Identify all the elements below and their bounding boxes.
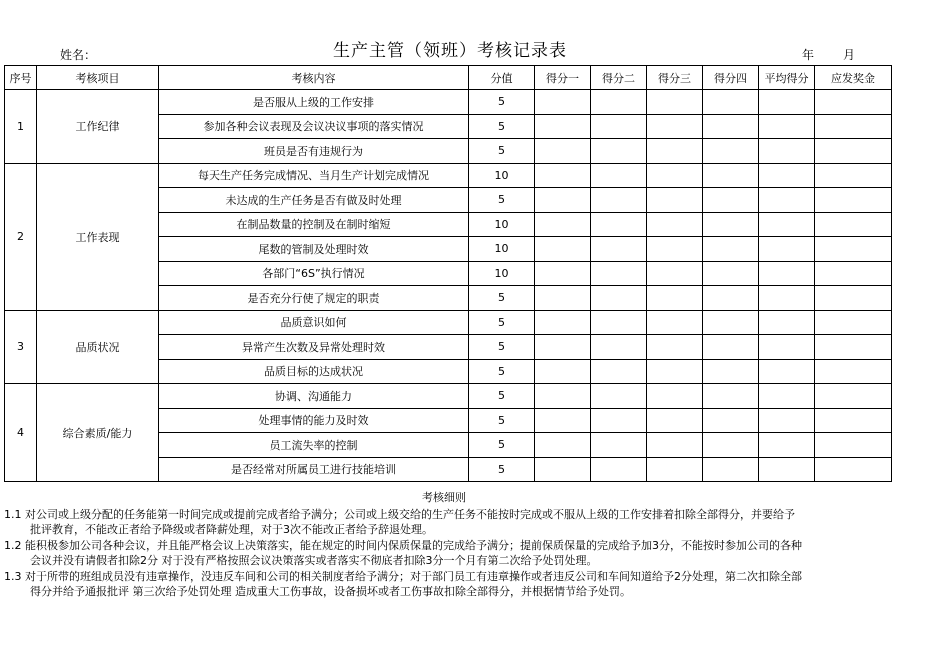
score-4-cell[interactable] [703,408,759,433]
bonus-cell[interactable] [815,90,892,115]
col-header-average: 平均得分 [759,66,815,90]
col-header-no: 序号 [5,66,37,90]
rule-line: 会议并没有请假者扣除2分 对于没有严格按照会议决策落实或者落实不彻底者扣除3分一个月有第二次给予处罚处理。 [30,554,598,567]
score-1-cell[interactable] [535,384,591,409]
score-4-cell[interactable] [703,90,759,115]
table-row [5,310,892,335]
score-2-cell[interactable] [591,310,647,335]
score-2-cell[interactable] [591,188,647,213]
score-4-cell[interactable] [703,359,759,384]
average-cell[interactable] [759,163,815,188]
score-3-cell[interactable] [647,90,703,115]
bonus-cell[interactable] [815,261,892,286]
score-4-cell[interactable] [703,335,759,360]
content-cell: 是否充分行使了规定的职责 [159,286,469,311]
table-row [5,384,892,409]
average-cell[interactable] [759,286,815,311]
score-1-cell[interactable] [535,90,591,115]
score-3-cell[interactable] [647,310,703,335]
col-header-item: 考核项目 [37,66,159,90]
score-2-cell[interactable] [591,286,647,311]
score-cell: 10 [469,163,535,188]
score-1-cell[interactable] [535,335,591,360]
rules-section [4,490,904,600]
score-2-cell[interactable] [591,384,647,409]
month-label: 月 [843,48,856,62]
content-cell: 参加各种会议表现及会议决议事项的落实情况 [159,114,469,139]
rule-line: 1.3 对于所带的班组成员没有违章操作，没违反车间和公司的相关制度者给予满分；对于部门员工有违章操作或者违反公司和车间知道给予2分处理，第二次扣除全部 [4,569,802,583]
score-cell: 10 [469,212,535,237]
content-cell: 异常产生次数及异常处理时效 [159,335,469,360]
average-cell[interactable] [759,457,815,482]
col-header-content: 考核内容 [159,66,469,90]
score-cell: 5 [469,433,535,458]
score-2-cell[interactable] [591,163,647,188]
score-4-cell[interactable] [703,384,759,409]
score-1-cell[interactable] [535,408,591,433]
score-3-cell[interactable] [647,237,703,262]
score-1-cell[interactable] [535,433,591,458]
score-2-cell[interactable] [591,139,647,164]
score-2-cell[interactable] [591,212,647,237]
rules-heading: 考核细则 [422,491,466,504]
score-4-cell[interactable] [703,188,759,213]
score-4-cell[interactable] [703,310,759,335]
bonus-cell[interactable] [815,310,892,335]
score-2-cell[interactable] [591,90,647,115]
content-cell: 是否经常对所属员工进行技能培训 [159,457,469,482]
content-cell: 处理事情的能力及时效 [159,408,469,433]
table-row [5,90,892,115]
score-4-cell[interactable] [703,286,759,311]
score-4-cell[interactable] [703,163,759,188]
header-row [5,66,892,90]
score-3-cell[interactable] [647,335,703,360]
score-2-cell[interactable] [591,359,647,384]
content-cell: 未达成的生产任务是否有做及时处理 [159,188,469,213]
score-3-cell[interactable] [647,188,703,213]
bonus-cell[interactable] [815,433,892,458]
score-3-cell[interactable] [647,212,703,237]
name-label: 姓名： [60,48,97,62]
score-4-cell[interactable] [703,139,759,164]
score-4-cell[interactable] [703,114,759,139]
score-1-cell[interactable] [535,188,591,213]
content-cell: 品质目标的达成状况 [159,359,469,384]
score-2-cell[interactable] [591,433,647,458]
rule-line: 1.1 对公司或上级分配的任务能第一时间完成或提前完成者给予满分；公司或上级交给的生产任务不能按时完成或不服从上级的工作安排着扣除全部得分，并要给予 [4,507,795,521]
score-1-cell[interactable] [535,163,591,188]
average-cell[interactable] [759,212,815,237]
bonus-cell[interactable] [815,114,892,139]
score-1-cell[interactable] [535,457,591,482]
score-cell: 10 [469,237,535,262]
col-header-score: 分值 [469,66,535,90]
score-2-cell[interactable] [591,261,647,286]
score-cell: 10 [469,261,535,286]
group-number: 3 [5,310,37,384]
col-header-score-3: 得分三 [647,66,703,90]
score-3-cell[interactable] [647,163,703,188]
score-cell: 5 [469,384,535,409]
score-3-cell[interactable] [647,433,703,458]
content-cell: 协调、沟通能力 [159,384,469,409]
content-cell: 尾数的管制及处理时效 [159,237,469,262]
group-item: 工作纪律 [37,90,159,164]
score-1-cell[interactable] [535,139,591,164]
score-2-cell[interactable] [591,114,647,139]
score-cell: 5 [469,457,535,482]
bonus-cell[interactable] [815,212,892,237]
score-cell: 5 [469,286,535,311]
content-cell: 每天生产任务完成情况、当月生产计划完成情况 [159,163,469,188]
score-2-cell[interactable] [591,457,647,482]
score-cell: 5 [469,408,535,433]
average-cell[interactable] [759,408,815,433]
content-cell: 在制品数量的控制及在制时缩短 [159,212,469,237]
rule-line: 1.2 能积极参加公司各种会议，并且能严格会议上决策落实，能在规定的时间内保质保量的完成给予满分；提前保质保量的完成给予加3分，不能按时参加公司的各种 [4,538,802,552]
score-3-cell[interactable] [647,408,703,433]
score-2-cell[interactable] [591,335,647,360]
group-item: 综合素质/能力 [37,384,159,482]
page-title: 生产主管（领班）考核记录表 [333,41,567,61]
score-3-cell[interactable] [647,286,703,311]
score-1-cell[interactable] [535,261,591,286]
average-cell[interactable] [759,237,815,262]
score-cell: 5 [469,90,535,115]
bonus-cell[interactable] [815,286,892,311]
content-cell: 班员是否有违规行为 [159,139,469,164]
score-1-cell[interactable] [535,237,591,262]
content-cell: 品质意识如何 [159,310,469,335]
group-number: 1 [5,90,37,164]
score-4-cell[interactable] [703,212,759,237]
col-header-score-4: 得分四 [703,66,759,90]
score-3-cell[interactable] [647,359,703,384]
assessment-table [4,65,892,482]
score-1-cell[interactable] [535,286,591,311]
score-cell: 5 [469,335,535,360]
rule-line: 批评教育，不能改正者给予降级或者降薪处理，对于3次不能改正者给予辞退处理。 [30,523,433,536]
score-1-cell[interactable] [535,359,591,384]
score-3-cell[interactable] [647,261,703,286]
content-cell: 是否服从上级的工作安排 [159,90,469,115]
score-4-cell[interactable] [703,433,759,458]
bonus-cell[interactable] [815,237,892,262]
score-3-cell[interactable] [647,457,703,482]
score-2-cell[interactable] [591,408,647,433]
bonus-cell[interactable] [815,163,892,188]
score-1-cell[interactable] [535,114,591,139]
score-cell: 5 [469,139,535,164]
bonus-cell[interactable] [815,139,892,164]
average-cell[interactable] [759,114,815,139]
col-header-bonus: 应发奖金 [815,66,892,90]
average-cell[interactable] [759,335,815,360]
score-cell: 5 [469,188,535,213]
table-row [5,163,892,188]
col-header-score-1: 得分一 [535,66,591,90]
score-1-cell[interactable] [535,212,591,237]
score-3-cell[interactable] [647,384,703,409]
bonus-cell[interactable] [815,384,892,409]
average-cell[interactable] [759,90,815,115]
score-1-cell[interactable] [535,310,591,335]
average-cell[interactable] [759,310,815,335]
average-cell[interactable] [759,261,815,286]
average-cell[interactable] [759,359,815,384]
bonus-cell[interactable] [815,188,892,213]
score-3-cell[interactable] [647,139,703,164]
col-header-score-2: 得分二 [591,66,647,90]
score-4-cell[interactable] [703,237,759,262]
score-3-cell[interactable] [647,114,703,139]
bonus-cell[interactable] [815,335,892,360]
average-cell[interactable] [759,188,815,213]
average-cell[interactable] [759,139,815,164]
score-cell: 5 [469,359,535,384]
group-item: 工作表现 [37,163,159,310]
score-2-cell[interactable] [591,237,647,262]
score-4-cell[interactable] [703,261,759,286]
group-number: 2 [5,163,37,310]
content-cell: 员工流失率的控制 [159,433,469,458]
group-number: 4 [5,384,37,482]
content-cell: 各部门“6S”执行情况 [159,261,469,286]
bonus-cell[interactable] [815,359,892,384]
score-cell: 5 [469,114,535,139]
average-cell[interactable] [759,384,815,409]
group-item: 品质状况 [37,310,159,384]
bonus-cell[interactable] [815,457,892,482]
rule-line: 得分并给予通报批评 第三次给予处罚处理 造成重大工伤事故，设备损坏或者工伤事故扣除全部得分，并根据情节给予处罚。 [30,585,631,598]
bonus-cell[interactable] [815,408,892,433]
year-label: 年 [802,48,815,62]
score-cell: 5 [469,310,535,335]
average-cell[interactable] [759,433,815,458]
score-4-cell[interactable] [703,457,759,482]
